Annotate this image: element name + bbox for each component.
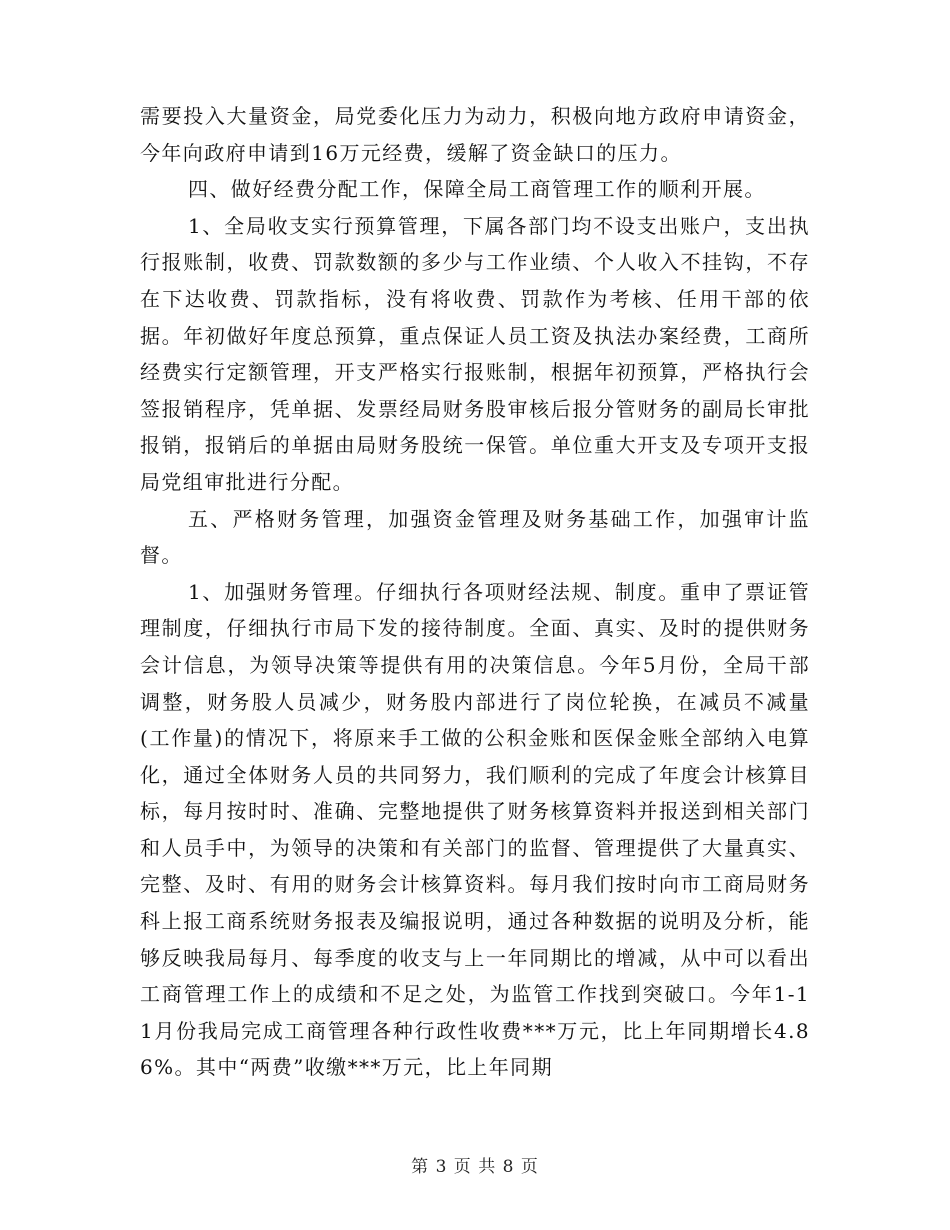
paragraph-continuation: 需要投入大量资金，局党委化压力为动力，积极向地方政府申请资金，今年向政府申请到16万元经费，缓解了资金缺口的压力。 bbox=[140, 104, 810, 165]
document-body bbox=[140, 98, 810, 1086]
section-heading-four: 四、做好经费分配工作，保障全局工商管理工作的顺利开展。 bbox=[188, 177, 766, 202]
page-number-footer: 第 3 页 共 8 页 bbox=[411, 1157, 539, 1177]
section-heading-five: 五、严格财务管理，加强资金管理及财务基础工作，加强审计监督。 bbox=[140, 506, 810, 568]
paragraph-financial-management: 1、加强财务管理。仔细执行各项财经法规、制度。重申了票证管理制度，仔细执行市局下发的接待制度。全面、真实、及时的提供财务会计信息，为领导决策等提供有用的决策信息。今年5月份，全局干部调整，财务股人员减少，财务股内部进行了岗位轮换，在减员不减量(工作量)的情况下，将原来手工做的公积金账和医保金账全部纳入电算化，通过全体财务人员的共同努力，我们顺利的完成了年度会计核算目标，每月按时时、准确、完整地提供了财务核算资料并报送到相关部门和人员手中，为领导的决策和有关部门的监督、管理提供了大量真实、完整、及时、有用的财务会计核算资料。每月我们按时向市工商局财务科上报工商系统财务报表及编报说明，通过各种数据的说明及分析，能够反映我局每月、每季度的收支与上一年同期比的增减，从中可以看出工商管理工作上的成绩和不足之处，为监管工作找到突破口。今年1-11月份我局完成工商管理各种行政性收费***万元，比上年同期增长4.86%。其中“两费”收缴***万元，比上年同期 bbox=[140, 579, 810, 1080]
paragraph-budget-management: 1、全局收支实行预算管理，下属各部门均不设支出账户，支出执行报账制，收费、罚款数额的多少与工作业绩、个人收入不挂钩，不存在下达收费、罚款指标，没有将收费、罚款作为考核、任用干部的依据。年初做好年度总预算，重点保证人员工资及执法办案经费，工商所经费实行定额管理，开支严格实行报账制，根据年初预算，严格执行会签报销程序，凭单据、发票经局财务股审核后报分管财务的副局长审批报销，报销后的单据由局财务股统一保管。单位重大开支及专项开支报局党组审批进行分配。 bbox=[140, 213, 810, 494]
